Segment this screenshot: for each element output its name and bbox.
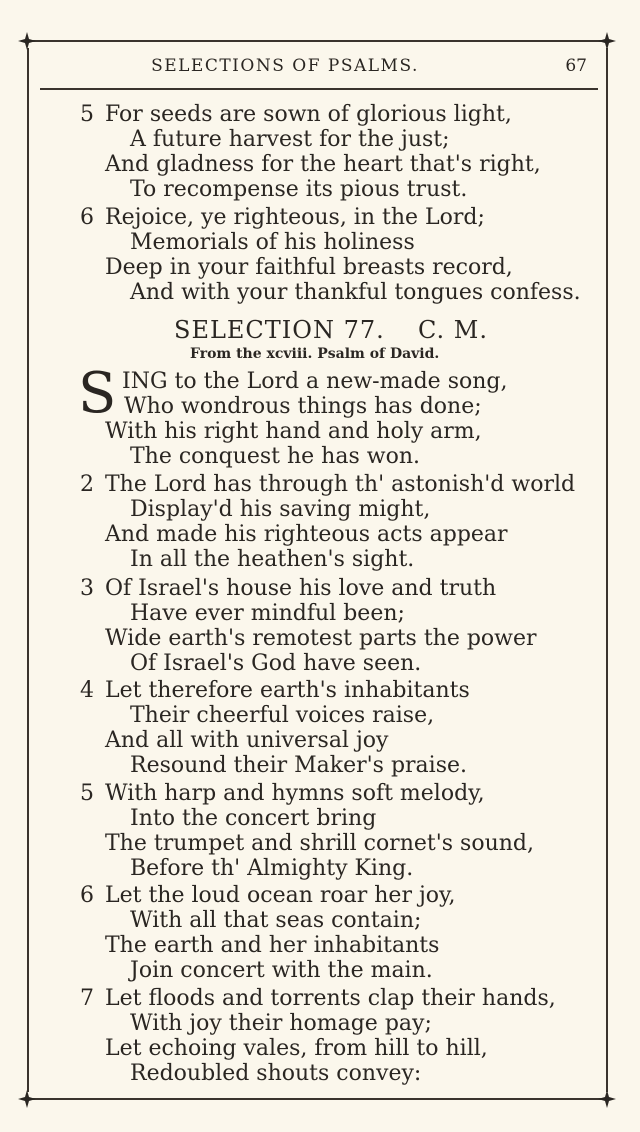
verse-line: With joy their homage pay; <box>130 1011 432 1036</box>
verse-line: The trumpet and shrill cornet's sound, <box>105 831 535 856</box>
verse-line: Who wondrous things has done; <box>124 394 482 419</box>
verse-line: Resound their Maker's praise. <box>130 753 468 778</box>
verse-line: Wide earth's remotest parts the power <box>105 626 537 651</box>
verse-line: Of Israel's God have seen. <box>130 651 422 676</box>
verse-line: And with your thankful tongues confess. <box>130 280 581 305</box>
verse-line: Redoubled shouts convey: <box>130 1061 422 1086</box>
verse-line: Join concert with the main. <box>130 958 433 983</box>
verse-line: ING to the Lord a new-made song, <box>122 369 508 394</box>
verse-number: 4 <box>80 678 94 703</box>
selection-subtitle: From the xcviii. Psalm of David. <box>190 346 440 362</box>
verse-line: The Lord has through th' astonish'd world <box>105 472 576 497</box>
verse-line: Have ever mindful been; <box>130 601 405 626</box>
verse-line: In all the heathen's sight. <box>130 547 415 572</box>
header-rule <box>40 88 598 90</box>
corner-ornament-bottom-left-icon <box>16 1088 38 1110</box>
selection-meter: C. M. <box>418 316 488 344</box>
verse-line: And made his righteous acts appear <box>105 522 508 547</box>
verse-line: For seeds are sown of glorious light, <box>105 102 512 127</box>
verse-number: 6 <box>80 205 94 230</box>
verse-line: And gladness for the heart that's right, <box>105 152 541 177</box>
verse-number: 3 <box>80 576 94 601</box>
verse-number: 2 <box>80 472 94 497</box>
page-number: 67 <box>565 56 587 76</box>
drop-cap: S <box>78 361 117 426</box>
verse-line: Let the loud ocean roar her joy, <box>105 883 456 908</box>
verse-line: With his right hand and holy arm, <box>105 419 482 444</box>
verse-line: Let therefore earth's inhabitants <box>105 678 470 703</box>
selection-title: SELECTION 77. <box>174 316 385 344</box>
verse-line: To recompense its pious trust. <box>130 177 468 202</box>
verse-number: 7 <box>80 986 94 1011</box>
page-header <box>40 56 595 80</box>
verse-line: Deep in your faithful breasts record, <box>105 255 513 280</box>
verse-line: Their cheerful voices raise, <box>130 703 435 728</box>
verse-line: The earth and her inhabitants <box>105 933 440 958</box>
verse-number: 5 <box>80 781 94 806</box>
verse-number: 6 <box>80 883 94 908</box>
left-rule <box>27 48 29 1092</box>
corner-ornament-top-right-icon <box>596 30 618 52</box>
verse-line: Before th' Almighty King. <box>130 856 414 881</box>
verse-line: With harp and hymns soft melody, <box>105 781 485 806</box>
verse-line: Memorials of his holiness <box>130 230 415 255</box>
verse-line: Display'd his saving might, <box>130 497 431 522</box>
verse-line: With all that seas contain; <box>130 908 422 933</box>
verse-line: Into the concert bring <box>130 806 377 831</box>
corner-ornament-top-left-icon <box>16 30 38 52</box>
corner-ornament-bottom-right-icon <box>596 1088 618 1110</box>
running-head: SELECTIONS OF PSALMS. <box>151 56 419 76</box>
verse-line: Rejoice, ye righteous, in the Lord; <box>105 205 485 230</box>
verse-number: 5 <box>80 102 94 127</box>
right-rule <box>606 48 608 1092</box>
verse-line: And all with universal joy <box>105 728 389 753</box>
bottom-rule <box>24 1098 612 1100</box>
verse-line: The conquest he has won. <box>130 444 420 469</box>
verse-line: Of Israel's house his love and truth <box>105 576 497 601</box>
top-rule <box>24 40 612 42</box>
verse-line: Let echoing vales, from hill to hill, <box>105 1036 488 1061</box>
verse-line: Let floods and torrents clap their hands, <box>105 986 556 1011</box>
verse-line: A future harvest for the just; <box>130 127 450 152</box>
